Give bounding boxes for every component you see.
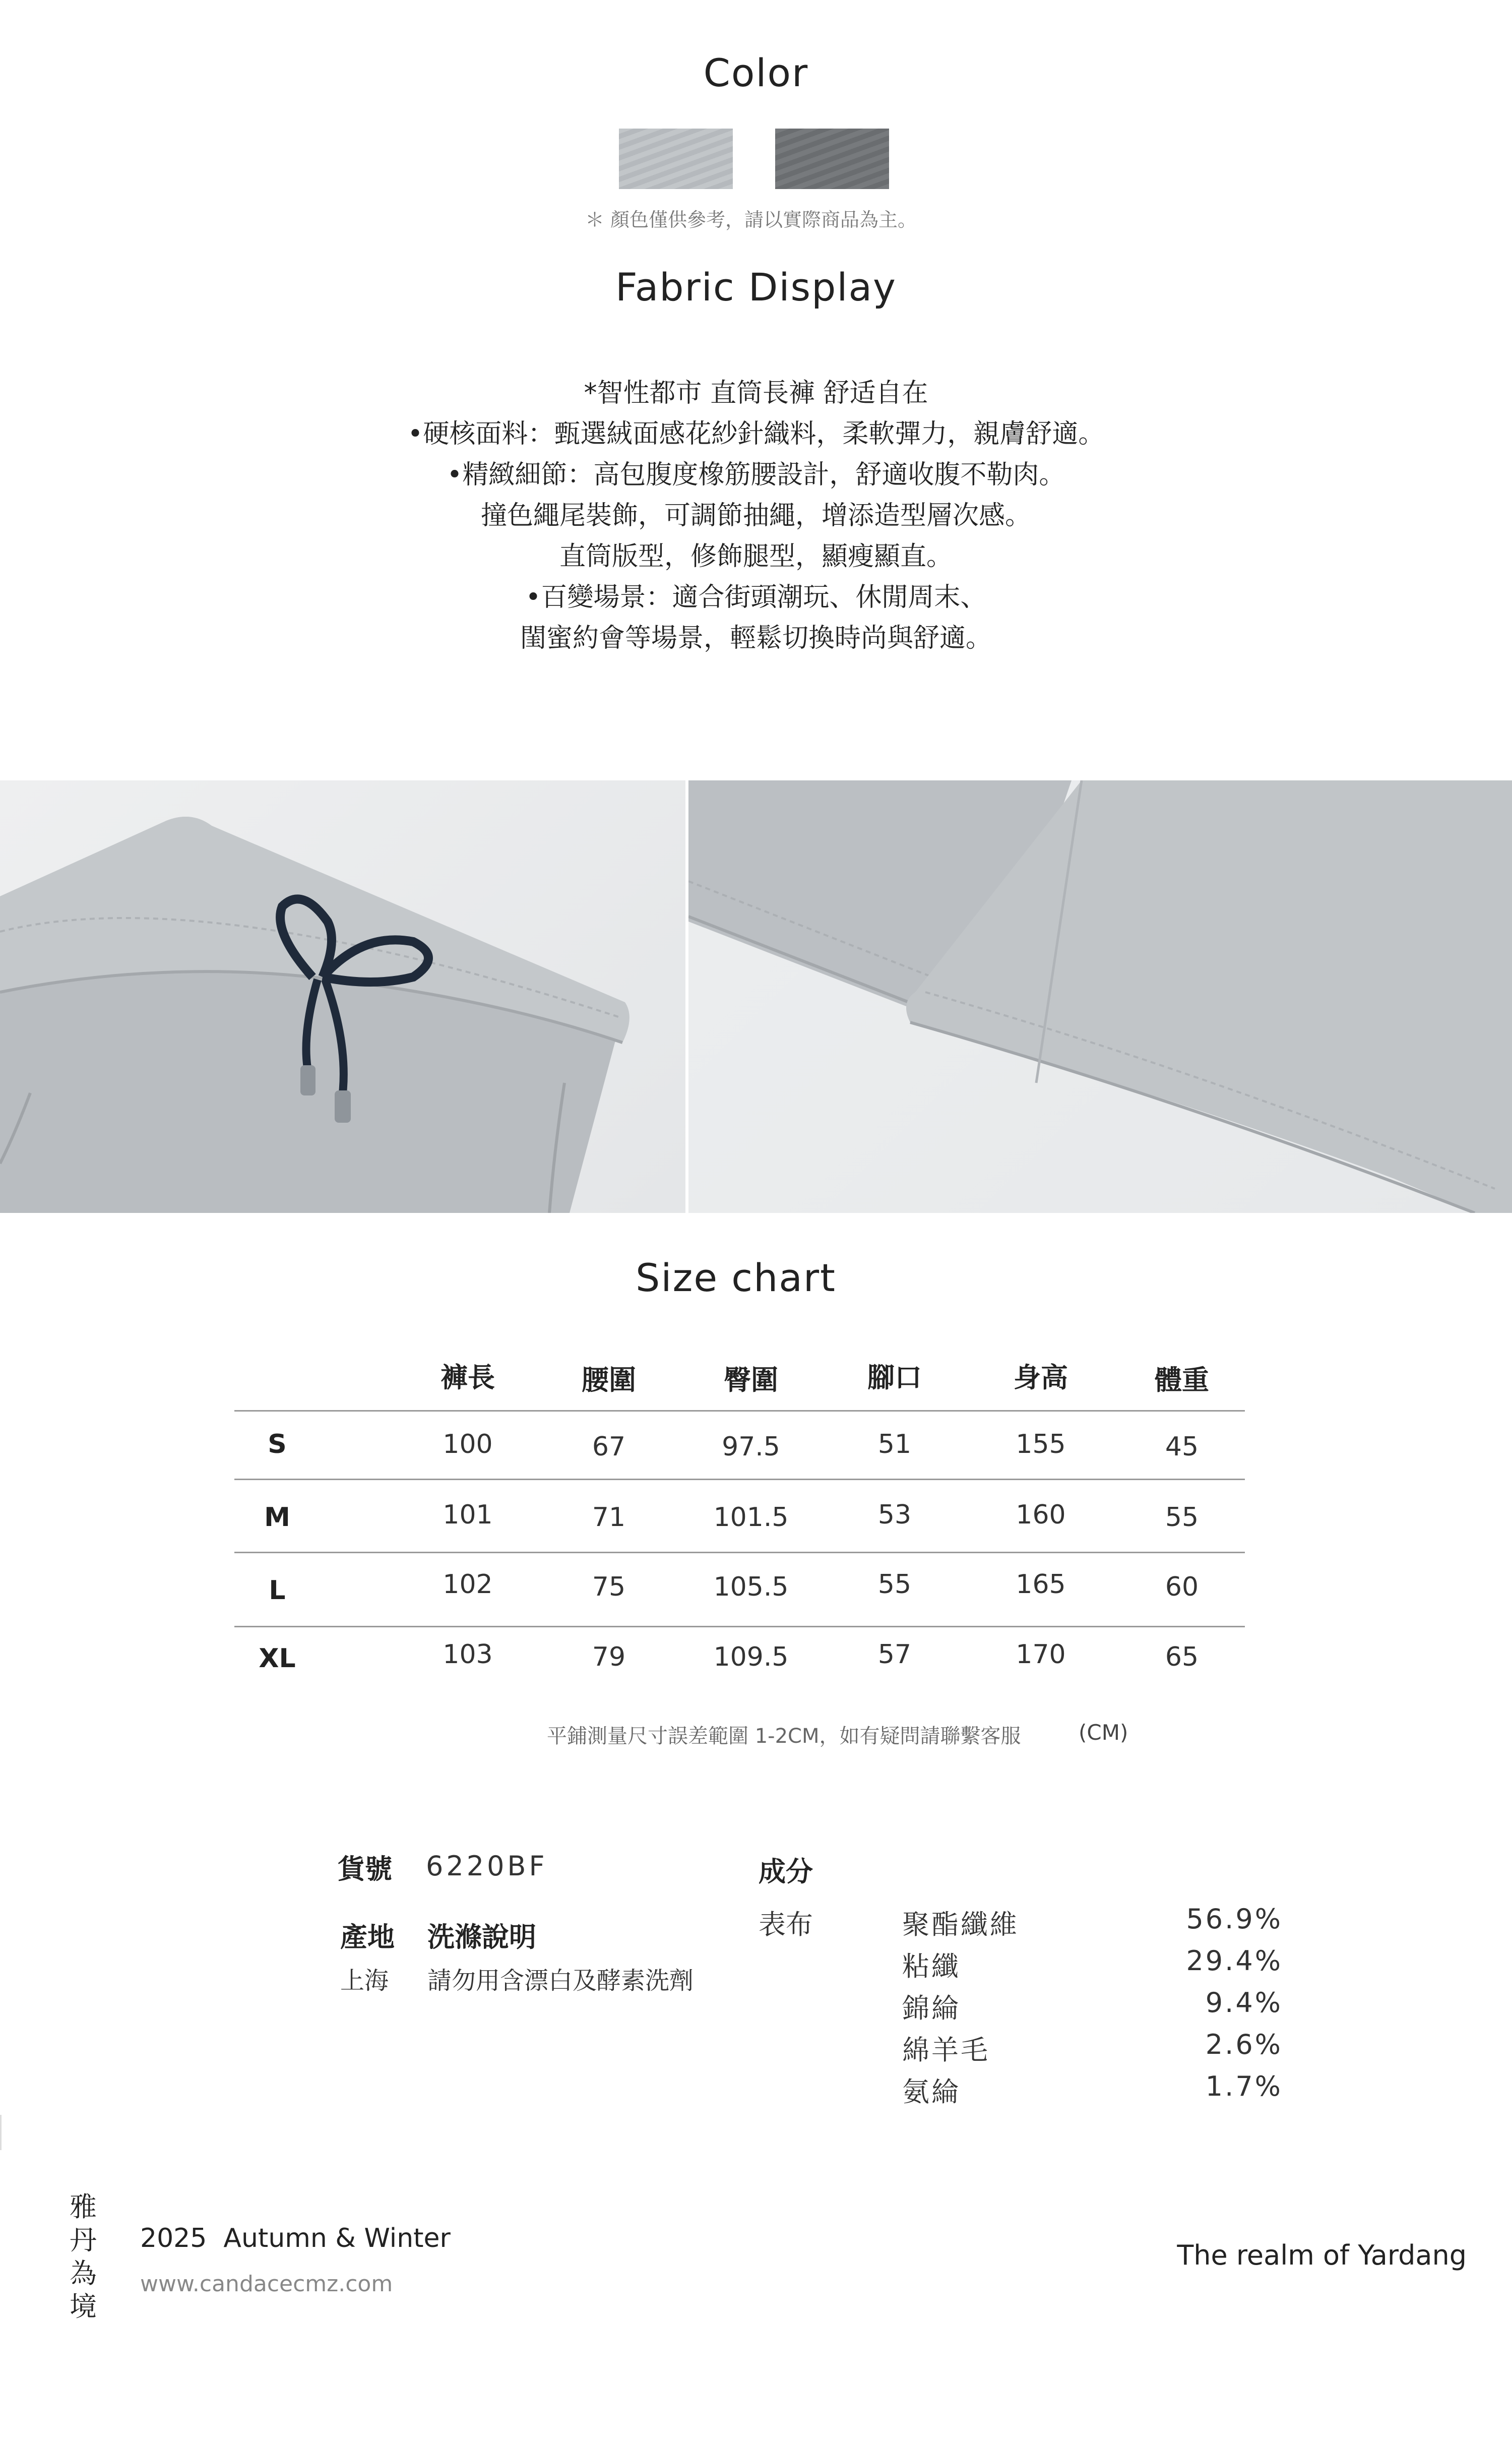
cell: 75 [592, 1572, 626, 1602]
sku-label: 貨號 [338, 1853, 392, 1885]
cell: 60 [1165, 1572, 1199, 1602]
cell: 160 [1016, 1500, 1066, 1530]
cell: 109.5 [713, 1642, 789, 1672]
cell: 97.5 [722, 1432, 780, 1462]
cell: 45 [1165, 1432, 1199, 1462]
color-swatch-light-gray[interactable] [619, 129, 733, 189]
material-percent: 56.9% [1186, 1903, 1283, 1935]
table-divider [234, 1626, 1245, 1627]
cell: 51 [877, 1429, 912, 1459]
table-divider [234, 1479, 1245, 1480]
cell: 103 [443, 1639, 493, 1670]
size-note: 平鋪測量尺寸誤差範圍 1-2CM，如有疑問請聯繫客服 [547, 1725, 1021, 1748]
composition-label: 成分 [759, 1856, 813, 1887]
cell: 55 [1165, 1502, 1199, 1533]
color-note: ＊ 顏色僅供參考，請以實際商品為主。 [585, 209, 917, 231]
header-length: 褲長 [440, 1362, 495, 1393]
table-divider [234, 1552, 1245, 1553]
cell: 155 [1016, 1429, 1066, 1459]
material-percent: 29.4% [1186, 1945, 1283, 1977]
waistband-photo [0, 780, 685, 1213]
website-link[interactable]: www.candacecmz.com [140, 2271, 393, 2297]
fabric-line: •硬核面料：甄選絨面感花紗針織料，柔軟彈力，親膚舒適。 [407, 419, 1105, 449]
edge-mark [0, 2115, 2, 2150]
tagline: The realm of Yardang [1177, 2239, 1467, 2271]
material-percent: 9.4% [1205, 1987, 1283, 2019]
header-waist: 腰圍 [582, 1364, 636, 1396]
wash-label: 洗滌說明 [427, 1921, 536, 1953]
header-hip: 臀圍 [724, 1364, 778, 1396]
fabric-line: •精緻細節：高包腹度橡筋腰設計，舒適收腹不勒肉。 [447, 460, 1065, 490]
hem-photo [688, 780, 1512, 1213]
brand-char: 境 [70, 2291, 97, 2323]
material-name: 綿羊毛 [902, 2034, 990, 2066]
hem-illustration [688, 780, 1512, 1213]
size-unit: (CM) [1079, 1720, 1128, 1745]
brand-vertical [66, 2190, 101, 2324]
material-percent: 2.6% [1205, 2029, 1283, 2060]
cell: 55 [877, 1569, 912, 1600]
origin-label: 產地 [340, 1921, 395, 1953]
fabric-line: 閨蜜約會等場景，輕鬆切換時尚與舒適。 [520, 623, 992, 653]
cell: 105.5 [713, 1572, 789, 1602]
cell: 100 [443, 1429, 493, 1459]
cell: 71 [592, 1502, 626, 1533]
cell: 101 [443, 1500, 493, 1530]
cell: 170 [1016, 1639, 1066, 1670]
fabric-label: 表布 [759, 1909, 813, 1940]
cell: 79 [592, 1642, 626, 1672]
waistband-illustration [0, 780, 685, 1213]
size-label: L [269, 1575, 286, 1606]
cell: 57 [877, 1639, 912, 1670]
fabric-title: Fabric Display [615, 265, 897, 310]
origin-value: 上海 [340, 1967, 389, 1995]
material-name: 聚酯纖維 [902, 1909, 1019, 1940]
header-weight: 體重 [1155, 1364, 1209, 1396]
header-height: 身高 [1014, 1362, 1068, 1393]
material-name: 氨綸 [902, 2076, 961, 2108]
material-name: 粘纖 [902, 1950, 961, 1982]
fabric-line: 撞色繩尾裝飾，可調節抽繩，增添造型層次感。 [480, 501, 1031, 531]
size-label: S [268, 1429, 287, 1459]
fabric-line: •百變場景：適合街頭潮玩、休閒周末、 [525, 582, 987, 613]
season-text: 2025 Autumn & Winter [140, 2223, 451, 2253]
color-title: Color [703, 50, 809, 95]
cell: 165 [1016, 1569, 1066, 1600]
fabric-line: *智性都市 直筒長褲 舒适自在 [584, 378, 928, 408]
material-percent: 1.7% [1205, 2070, 1283, 2102]
cell: 101.5 [713, 1502, 789, 1533]
fabric-line: 直筒版型，修飾腿型，顯瘦顯直。 [559, 541, 953, 572]
table-divider [234, 1410, 1245, 1412]
wash-value: 請勿用含漂白及酵素洗劑 [427, 1967, 694, 1995]
size-label: M [264, 1502, 290, 1533]
brand-char: 為 [70, 2257, 97, 2289]
sku-value: 6220BF [426, 1850, 548, 1882]
size-chart-title: Size chart [636, 1255, 836, 1300]
cell: 53 [877, 1500, 912, 1530]
material-name: 錦綸 [902, 1992, 961, 2024]
cell: 102 [443, 1569, 493, 1600]
fabric-description [0, 373, 1512, 659]
cell: 65 [1165, 1642, 1199, 1672]
cell: 67 [592, 1432, 626, 1462]
brand-char: 雅 [70, 2191, 97, 2223]
color-swatch-dark-gray[interactable] [775, 129, 889, 189]
header-hem: 腳口 [867, 1362, 922, 1393]
size-label: XL [259, 1643, 296, 1674]
brand-char: 丹 [70, 2224, 97, 2256]
